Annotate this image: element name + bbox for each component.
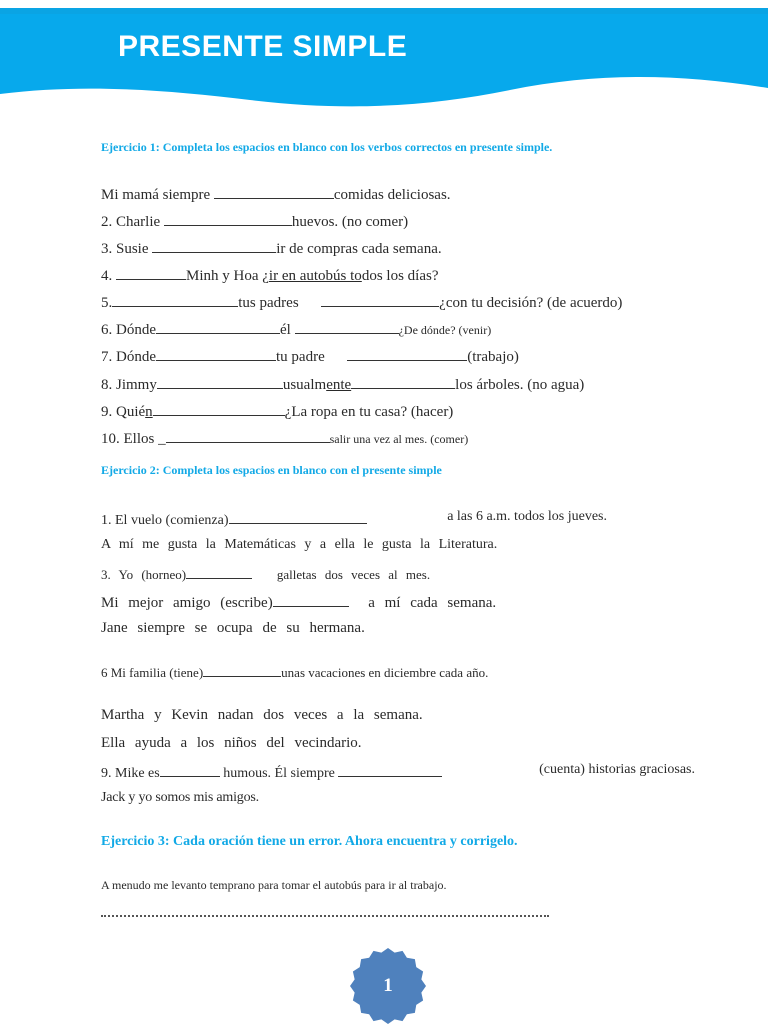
item-text: huevos. (no comer)	[291, 214, 409, 230]
item-text: Minh y Hoa ¿	[186, 268, 269, 284]
answer-blank[interactable]	[273, 592, 349, 607]
answer-blank[interactable]	[338, 762, 442, 777]
item-text: 3. Susie	[101, 241, 153, 257]
answer-blank[interactable]	[321, 292, 439, 307]
ex2-line-8: Ella ayuda a los niños del vecindario.	[101, 735, 362, 751]
exercise1-heading: Ejercicio 1: Completa los espacios en blanco con los verbos correctos en presente simple.	[101, 140, 553, 154]
ex2-line-5: Jane siempre se ocupa de su hermana.	[101, 620, 365, 636]
item-text: Mi mamá siempre	[101, 187, 214, 203]
item-text: a mí cada semana.	[368, 595, 497, 611]
item-text: unas vacaciones en diciembre cada año.	[281, 665, 489, 680]
item-text: 9. Mike es	[101, 766, 160, 781]
item-text: a las 6 a.m. todos los jueves.	[447, 509, 607, 524]
answer-blank[interactable]	[153, 401, 285, 416]
answer-blank[interactable]	[156, 346, 276, 361]
answer-blank[interactable]	[186, 564, 252, 579]
answer-blank[interactable]	[160, 762, 220, 777]
item-text: salir una vez al mes. (comer)	[329, 432, 469, 446]
item-text: galletas dos veces al mes.	[276, 567, 431, 582]
ex2-line-4	[101, 592, 496, 612]
exercise3-heading: Ejercicio 3: Cada oración tiene un error. Ahora encuentra y corrigelo.	[101, 834, 518, 849]
ex2-line-6	[101, 662, 488, 681]
item-text: dos los días?	[361, 268, 439, 284]
item-text: ir de compras cada semana.	[276, 241, 442, 257]
answer-blank[interactable]	[112, 292, 238, 307]
ex2-line-3	[101, 564, 430, 583]
item-text: (trabajo)	[467, 349, 519, 365]
exercise2-heading: Ejercicio 2: Completa los espacios en blanco con el presente simple	[101, 463, 442, 477]
ex2-line-9	[101, 762, 695, 782]
item-text: 1. El vuelo (comienza)	[101, 513, 229, 528]
answer-blank[interactable]	[157, 374, 283, 389]
answer-blank[interactable]	[229, 509, 367, 524]
ex1-item-10	[101, 428, 468, 448]
item-text: 9. Quié	[101, 404, 146, 420]
answer-blank[interactable]	[116, 265, 186, 280]
ex3-sentence: A menudo me levanto temprano para tomar el autobús para ir al trabajo.	[101, 878, 447, 892]
item-text: ¿con tu decisión? (de acuerdo)	[439, 295, 623, 311]
ex1-item-1	[101, 184, 451, 204]
item-text: él	[280, 322, 295, 338]
ex1-item-7	[101, 346, 519, 366]
item-text: ¿La ropa en tu casa? (hacer)	[284, 404, 454, 420]
item-text: 5.	[101, 295, 113, 311]
answer-blank[interactable]	[351, 374, 455, 389]
item-text: (cuenta) historias graciosas.	[539, 762, 695, 777]
item-text: 6. Dónde	[101, 322, 156, 338]
ex1-item-6	[101, 319, 491, 339]
item-text: 10. Ellos _	[101, 431, 166, 447]
ex1-item-2	[101, 211, 408, 231]
answer-blank[interactable]	[203, 662, 281, 677]
ex2-line-1	[101, 509, 607, 529]
item-text: ¿De dónde? (venir)	[398, 323, 492, 337]
answer-blank[interactable]	[156, 319, 280, 334]
answer-blank[interactable]	[152, 238, 276, 253]
item-text: comidas deliciosas.	[333, 187, 451, 203]
ex1-item-5	[101, 292, 622, 312]
page-number-badge	[348, 946, 428, 1026]
answer-blank[interactable]	[295, 319, 399, 334]
underlined-text: ir en autobús to	[268, 268, 362, 284]
item-text: tu padre	[276, 349, 329, 365]
answer-blank[interactable]	[166, 428, 330, 443]
ex1-item-4	[101, 265, 438, 285]
item-text: Mi mejor amigo (escribe)	[101, 595, 273, 611]
ex1-item-3	[101, 238, 442, 258]
item-text: 8. Jimmy	[101, 377, 157, 393]
item-text: tus padres	[238, 295, 303, 311]
ex1-item-8	[101, 374, 584, 394]
answer-blank[interactable]	[164, 211, 292, 226]
ex2-line-2: A mí me gusta la Matemáticas y a ella le gusta la Literatura.	[101, 537, 498, 552]
answer-blank[interactable]	[347, 346, 467, 361]
item-text: 4.	[101, 268, 116, 284]
answer-blank[interactable]	[214, 184, 334, 199]
item-text: usualm	[282, 377, 327, 393]
item-text: 7. Dónde	[101, 349, 156, 365]
item-text: humous. Él siempre	[219, 766, 339, 781]
item-text: 6 Mi familia (tiene)	[101, 665, 204, 680]
answer-dotted-line[interactable]	[101, 905, 549, 917]
underlined-text: n	[145, 404, 153, 420]
underlined-text: ente	[326, 377, 352, 393]
page-title: PRESENTE SIMPLE	[118, 30, 408, 63]
header-banner	[0, 0, 768, 120]
item-text: los árboles. (no agua)	[455, 377, 585, 393]
ex2-line-7: Martha y Kevin nadan dos veces a la semana.	[101, 707, 423, 723]
page-number: 1	[383, 975, 393, 996]
item-text: 2. Charlie	[101, 214, 164, 230]
item-text: 3. Yo (horneo)	[101, 567, 187, 582]
ex2-line-10: Jack y yo somos mis amigos.	[101, 790, 259, 805]
ex1-item-9	[101, 401, 453, 421]
